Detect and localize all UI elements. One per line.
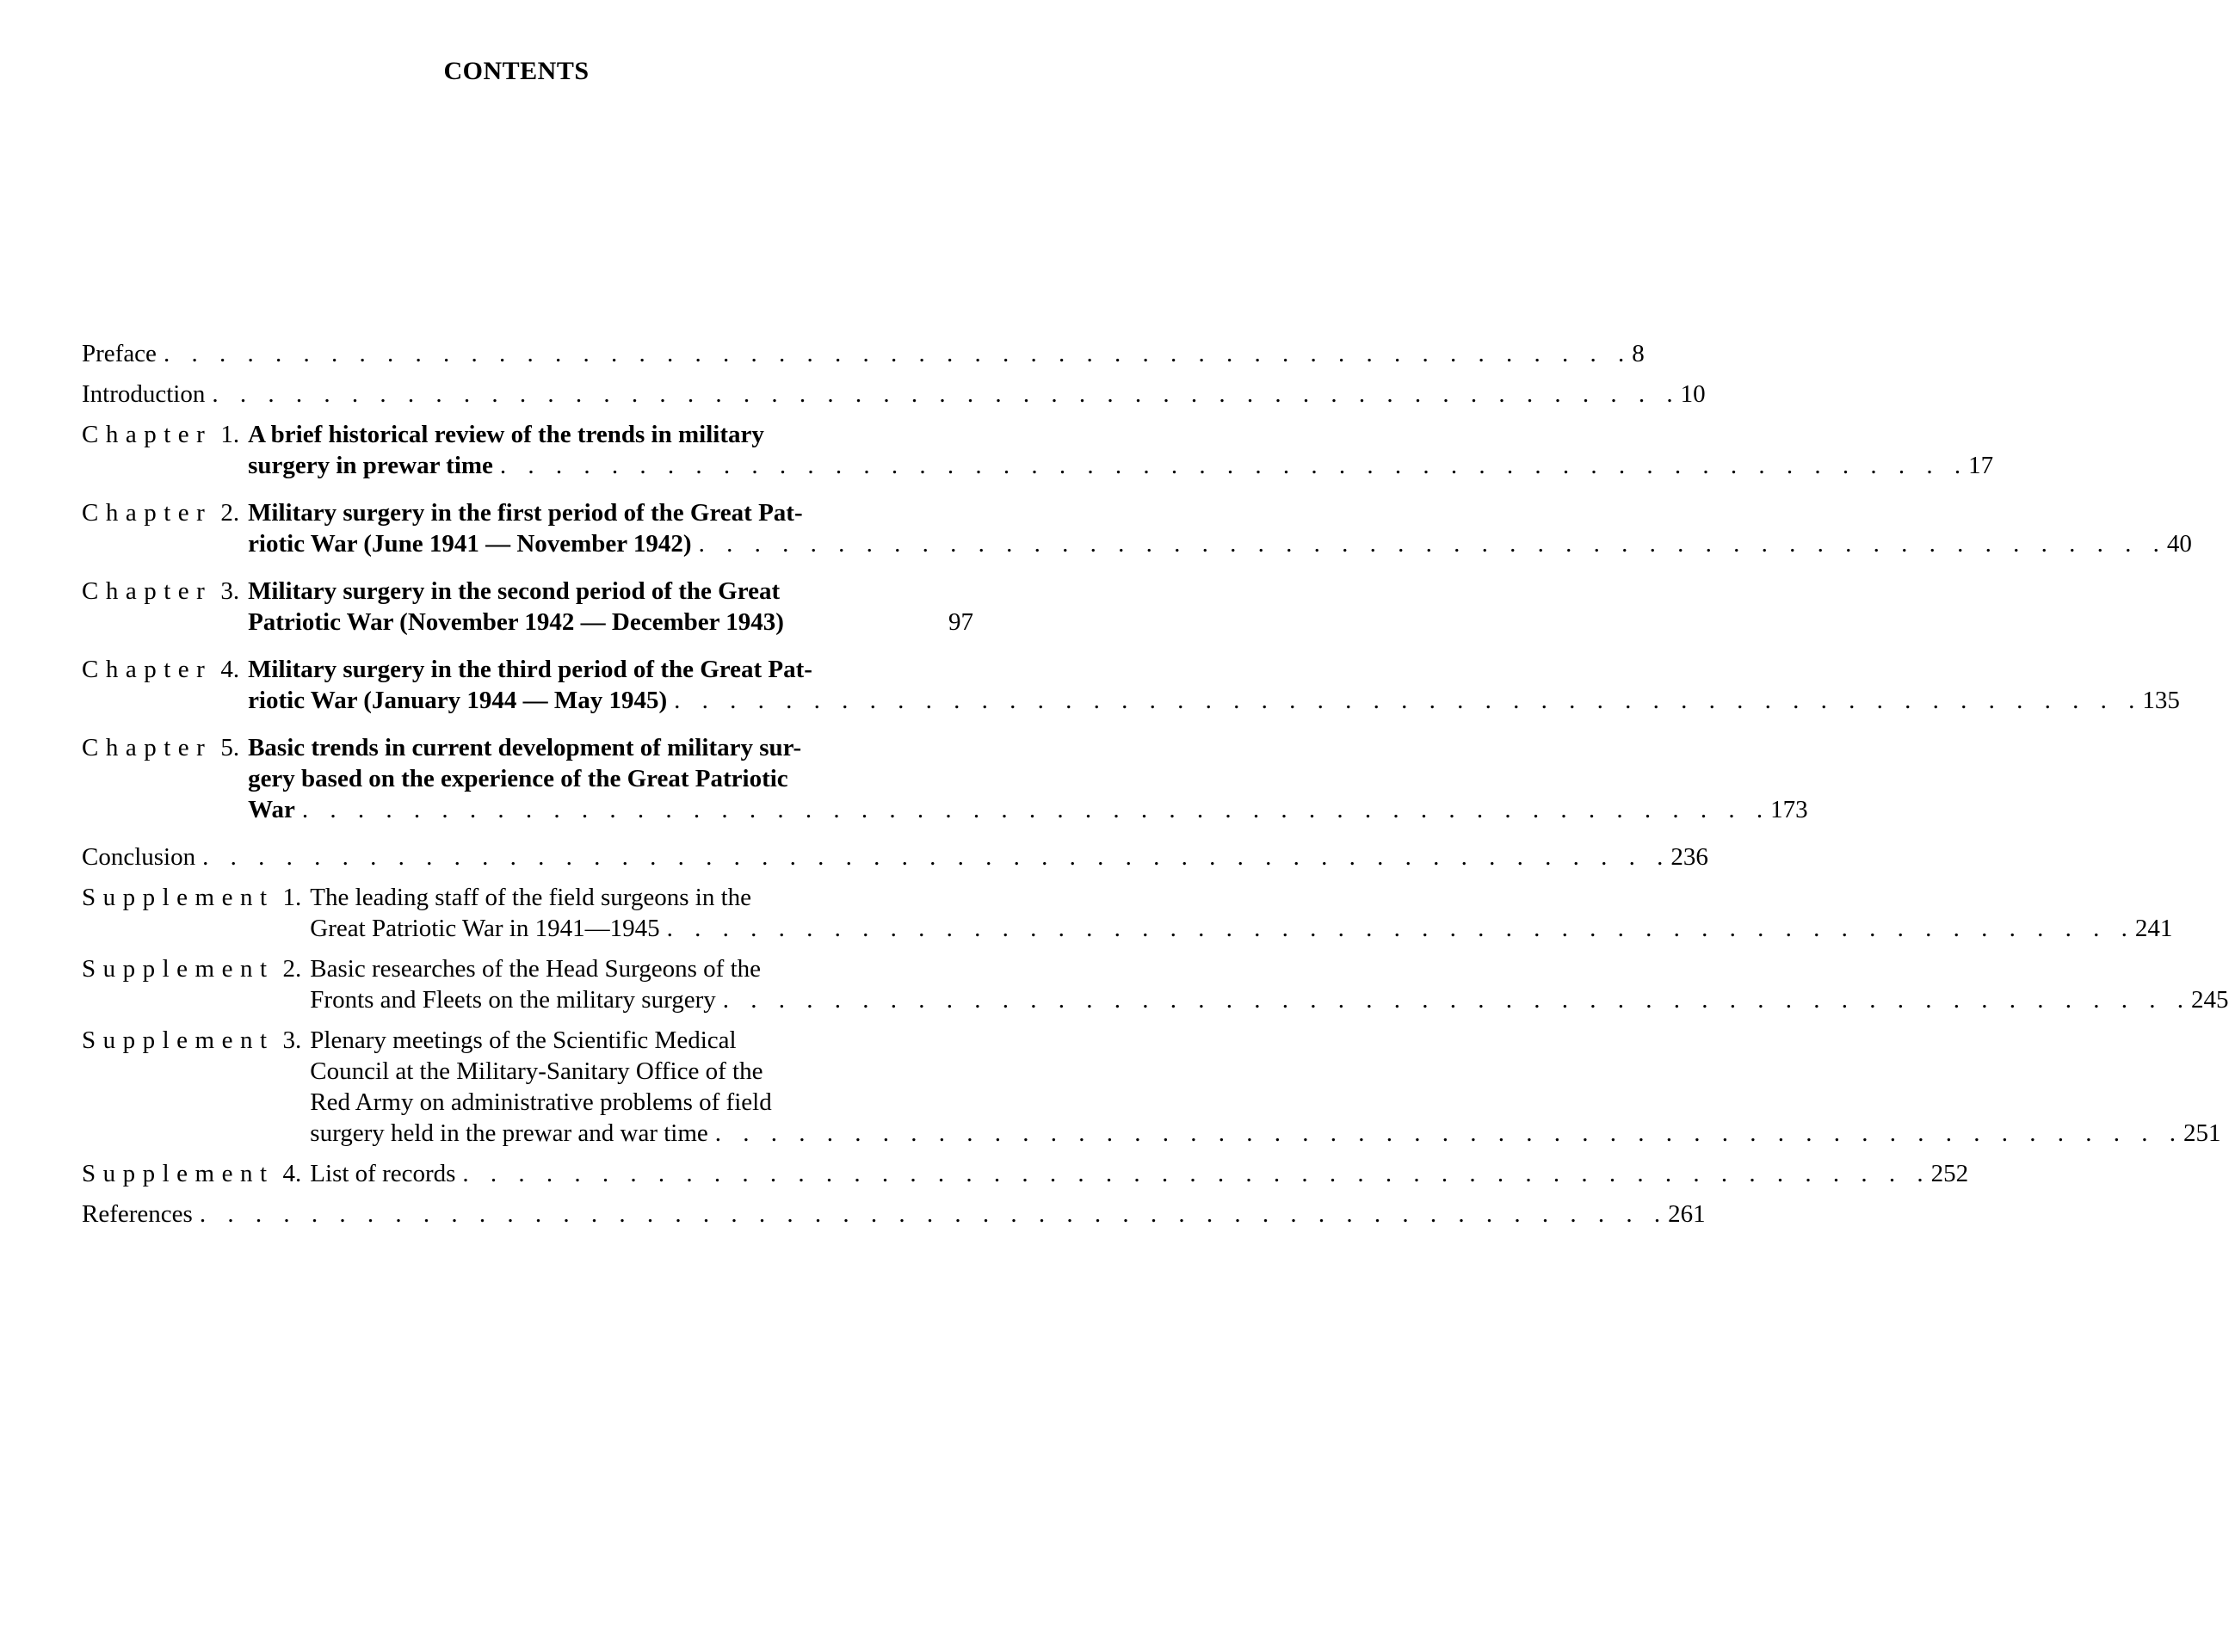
entry-label: Chapter: [82, 421, 213, 448]
entry-title-line: War: [248, 796, 295, 823]
page-number: 10: [1680, 380, 1706, 408]
toc-entry-references[interactable]: [82, 1199, 1706, 1230]
table-of-contents: [82, 338, 2229, 1239]
page-number: 40: [2166, 530, 2192, 558]
entry-title-line: A brief historical review of the trends in military: [248, 421, 764, 448]
entry-title-line: riotic War (June 1941 — November 1942): [248, 530, 692, 558]
entry-number: 1.: [282, 884, 302, 911]
page-number: 135: [2142, 687, 2180, 714]
dot-leader: . . . . . . . . . . . . . . . . . . . . . . . . . . . . . . . . . . . . . . . . . . . . . . . . . . . . .: [499, 452, 1969, 479]
entry-label: Conclusion: [82, 843, 196, 871]
entry-label: Supplement: [82, 884, 275, 911]
entry-label: Chapter: [82, 577, 213, 605]
entry-label: References: [82, 1200, 193, 1228]
toc-entry-supplement-1[interactable]: [82, 882, 2173, 944]
page-number: 251: [2183, 1119, 2221, 1147]
entry-title-line: Military surgery in the second period of the Great: [248, 577, 781, 605]
page-number: 8: [1632, 340, 1645, 367]
page-number: 241: [2134, 915, 2173, 942]
page-number: 97: [948, 608, 973, 636]
toc-entry-chapter-4[interactable]: [82, 654, 2180, 716]
entry-label: Introduction: [82, 380, 206, 408]
page-number: 17: [1968, 452, 1994, 479]
toc-entry-chapter-1[interactable]: [82, 419, 1994, 481]
toc-entry-supplement-3[interactable]: [82, 1025, 2221, 1149]
entry-label: Supplement: [82, 955, 275, 983]
entry-number: 4.: [282, 1160, 302, 1187]
entry-label: Chapter: [82, 499, 213, 527]
entry-number: 4.: [220, 656, 240, 683]
dot-leader: . . . . . . . . . . . . . . . . . . . . . . . . . . . . . . . . . . . . . . . . . . . . . . . . . . . . .: [301, 796, 1771, 823]
entry-number: 3.: [282, 1026, 302, 1054]
dot-leader: . . . . . . . . . . . . . . . . . . . . . . . . . . . . . . . . . . . . . . . . . . . . . . . . . . . . .: [199, 1200, 1669, 1228]
entry-title-line: surgery in prewar time: [248, 452, 493, 479]
entry-title-line: List of records: [310, 1160, 456, 1187]
page-number: 252: [1930, 1160, 1969, 1187]
entry-title-line: Basic trends in current development of military sur-: [248, 734, 802, 761]
toc-entry-chapter-2[interactable]: [82, 497, 2192, 559]
toc-entry-preface[interactable]: [82, 338, 1645, 369]
entry-title-line: Red Army on administrative problems of field: [310, 1088, 772, 1116]
entry-title-line: Fronts and Fleets on the military surgery: [310, 986, 716, 1014]
dot-leader: . . . . . . . . . . . . . . . . . . . . . . . . . . . . . . . . . . . . . . . . . . . . . . . . . . . . .: [462, 1160, 1931, 1187]
entry-label: Chapter: [82, 656, 213, 683]
entry-title-line: Military surgery in the third period of the Great Pat-: [248, 656, 812, 683]
entry-title-line: The leading staff of the field surgeons in the: [310, 884, 752, 911]
toc-entry-chapter-3[interactable]: [82, 576, 973, 638]
entry-label: Chapter: [82, 734, 213, 761]
entry-title-line: Basic researches of the Head Surgeons of the: [310, 955, 761, 983]
page-number: 236: [1670, 843, 1708, 871]
dot-leader: . . . . . . . . . . . . . . . . . . . . . . . . . . . . . . . . . . . . . . . . . . . . . . . . . . . . .: [212, 380, 1681, 408]
entry-title-line: riotic War (January 1944 — May 1945): [248, 687, 668, 714]
entry-label: Supplement: [82, 1026, 275, 1054]
entry-title-line: Great Patriotic War in 1941—1945: [310, 915, 660, 942]
entry-title-line: gery based on the experience of the Great Patriotic: [248, 765, 788, 792]
page-title: CONTENTS: [443, 57, 590, 85]
entry-title-line: Plenary meetings of the Scientific Medical: [310, 1026, 737, 1054]
entry-title-line: surgery held in the prewar and war time: [310, 1119, 708, 1147]
entry-label: Supplement: [82, 1160, 275, 1187]
dot-leader: . . . . . . . . . . . . . . . . . . . . . . . . . . . . . . . . . . . . . . . . . . . . . . . . . . . . .: [714, 1119, 2184, 1147]
dot-leader: . . . . . . . . . . . . . . . . . . . . . . . . . . . . . . . . . . . . . . . . . . . . . . . . . . . . .: [666, 915, 2135, 942]
toc-entry-supplement-4[interactable]: [82, 1158, 1969, 1189]
dot-leader: . . . . . . . . . . . . . . . . . . . . . . . . . . . . . . . . . . . . . . . . . . . . . . . . . . . . .: [202, 843, 1671, 871]
dot-leader: . . . . . . . . . . . . . . . . . . . . . . . . . . . . . . . . . . . . . . . . . . . . . . . . . . . . .: [674, 687, 2143, 714]
entry-label: Preface: [82, 340, 157, 367]
dot-leader: . . . . . . . . . . . . . . . . . . . . . . . . . . . . . . . . . . . . . . . . . . . . . . . . . . . . .: [722, 986, 2192, 1014]
entry-title-line: Council at the Military-Sanitary Office of the: [310, 1057, 763, 1085]
entry-title-line: Military surgery in the first period of the Great Pat-: [248, 499, 803, 527]
page-number: 245: [2191, 986, 2229, 1014]
entry-number: 1.: [220, 421, 240, 448]
entry-number: 3.: [220, 577, 240, 605]
toc-entry-supplement-2[interactable]: [82, 953, 2229, 1015]
entry-number: 5.: [220, 734, 240, 761]
entry-title-line: Patriotic War (November 1942 — December 1943): [248, 608, 784, 636]
entry-number: 2.: [220, 499, 240, 527]
dot-leader: . . . . . . . . . . . . . . . . . . . . . . . . . . . . . . . . . . . . . . . . . . . . . . . . . . . . .: [163, 340, 1633, 367]
dot-leader: . . . . . . . . . . . . . . . . . . . . . . . . . . . . . . . . . . . . . . . . . . . . . . . . . . . . .: [698, 530, 2167, 558]
page-number: 261: [1668, 1200, 1706, 1228]
toc-entry-introduction[interactable]: [82, 379, 1706, 410]
toc-entry-conclusion[interactable]: [82, 841, 1708, 872]
toc-entry-chapter-5[interactable]: [82, 732, 1808, 825]
entry-number: 2.: [282, 955, 302, 983]
page-number: 173: [1770, 796, 1808, 823]
